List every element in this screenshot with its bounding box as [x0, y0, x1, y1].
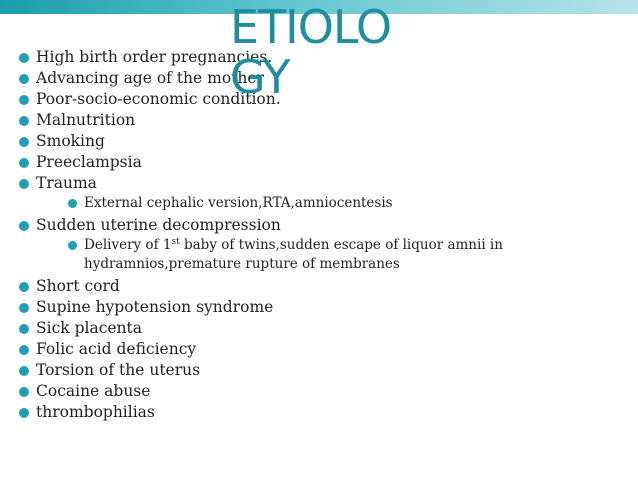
list-item	[0, 110, 600, 131]
bullet-icon	[19, 179, 29, 189]
list-item-text: Folic acid deficiency	[36, 340, 197, 358]
list-item-text: Cocaine abuse	[36, 382, 151, 400]
list-item-text: thrombophilias	[36, 403, 155, 421]
bullet-icon	[19, 345, 29, 355]
sub-list-item	[0, 194, 600, 215]
list-item-text: Poor-socio-economic condition.	[36, 90, 281, 108]
bullet-icon	[19, 137, 29, 147]
bullet-list	[0, 47, 600, 423]
sub-list-item	[0, 236, 524, 276]
sub-item-text-post: baby of twins,sudden escape of liquor amnii in hydramnios,premature rupture of membranes	[84, 237, 503, 272]
bullet-icon	[19, 387, 29, 397]
bullet-icon	[19, 74, 29, 84]
list-item-text: Supine hypotension syndrome	[36, 298, 274, 316]
list-item	[0, 215, 600, 236]
bullet-icon	[19, 158, 29, 168]
list-item-text: Trauma	[36, 174, 97, 192]
list-item-text: Malnutrition	[36, 111, 136, 129]
sub-item-text-pre: Delivery of 1	[84, 237, 172, 253]
list-item-text: Advancing age of the mother	[36, 69, 264, 87]
bullet-icon	[19, 53, 29, 63]
bullet-icon	[68, 199, 77, 208]
list-item	[0, 381, 600, 402]
list-item	[0, 276, 600, 297]
list-item-text: Sick placenta	[36, 319, 143, 337]
bullet-icon	[19, 95, 29, 105]
bullet-icon	[19, 408, 29, 418]
bullet-icon	[19, 221, 29, 231]
list-item	[0, 402, 600, 423]
list-item-text: Sudden uterine decompression	[36, 216, 281, 234]
list-item-text: High birth order pregnancies.	[36, 48, 273, 66]
list-item	[0, 173, 600, 194]
list-item	[0, 131, 600, 152]
bullet-icon	[19, 324, 29, 334]
bullet-icon	[19, 303, 29, 313]
slide-title: ETIOLOGY	[230, 0, 392, 104]
bullet-icon	[19, 116, 29, 126]
ordinal-suffix: st	[171, 237, 180, 247]
bullet-icon	[19, 282, 29, 292]
list-item	[0, 152, 600, 173]
bullet-icon	[19, 366, 29, 376]
list-item-text: Preeclampsia	[36, 153, 142, 171]
list-item-text: Short cord	[36, 277, 120, 295]
list-item	[0, 360, 600, 381]
list-item	[0, 318, 600, 339]
sub-item-text: External cephalic version,RTA,amniocentesis	[84, 195, 393, 211]
list-item	[0, 297, 600, 318]
list-item-text: Torsion of the uterus	[36, 361, 201, 379]
bullet-icon	[68, 241, 77, 250]
list-item	[0, 339, 600, 360]
list-item-text: Smoking	[36, 132, 105, 150]
